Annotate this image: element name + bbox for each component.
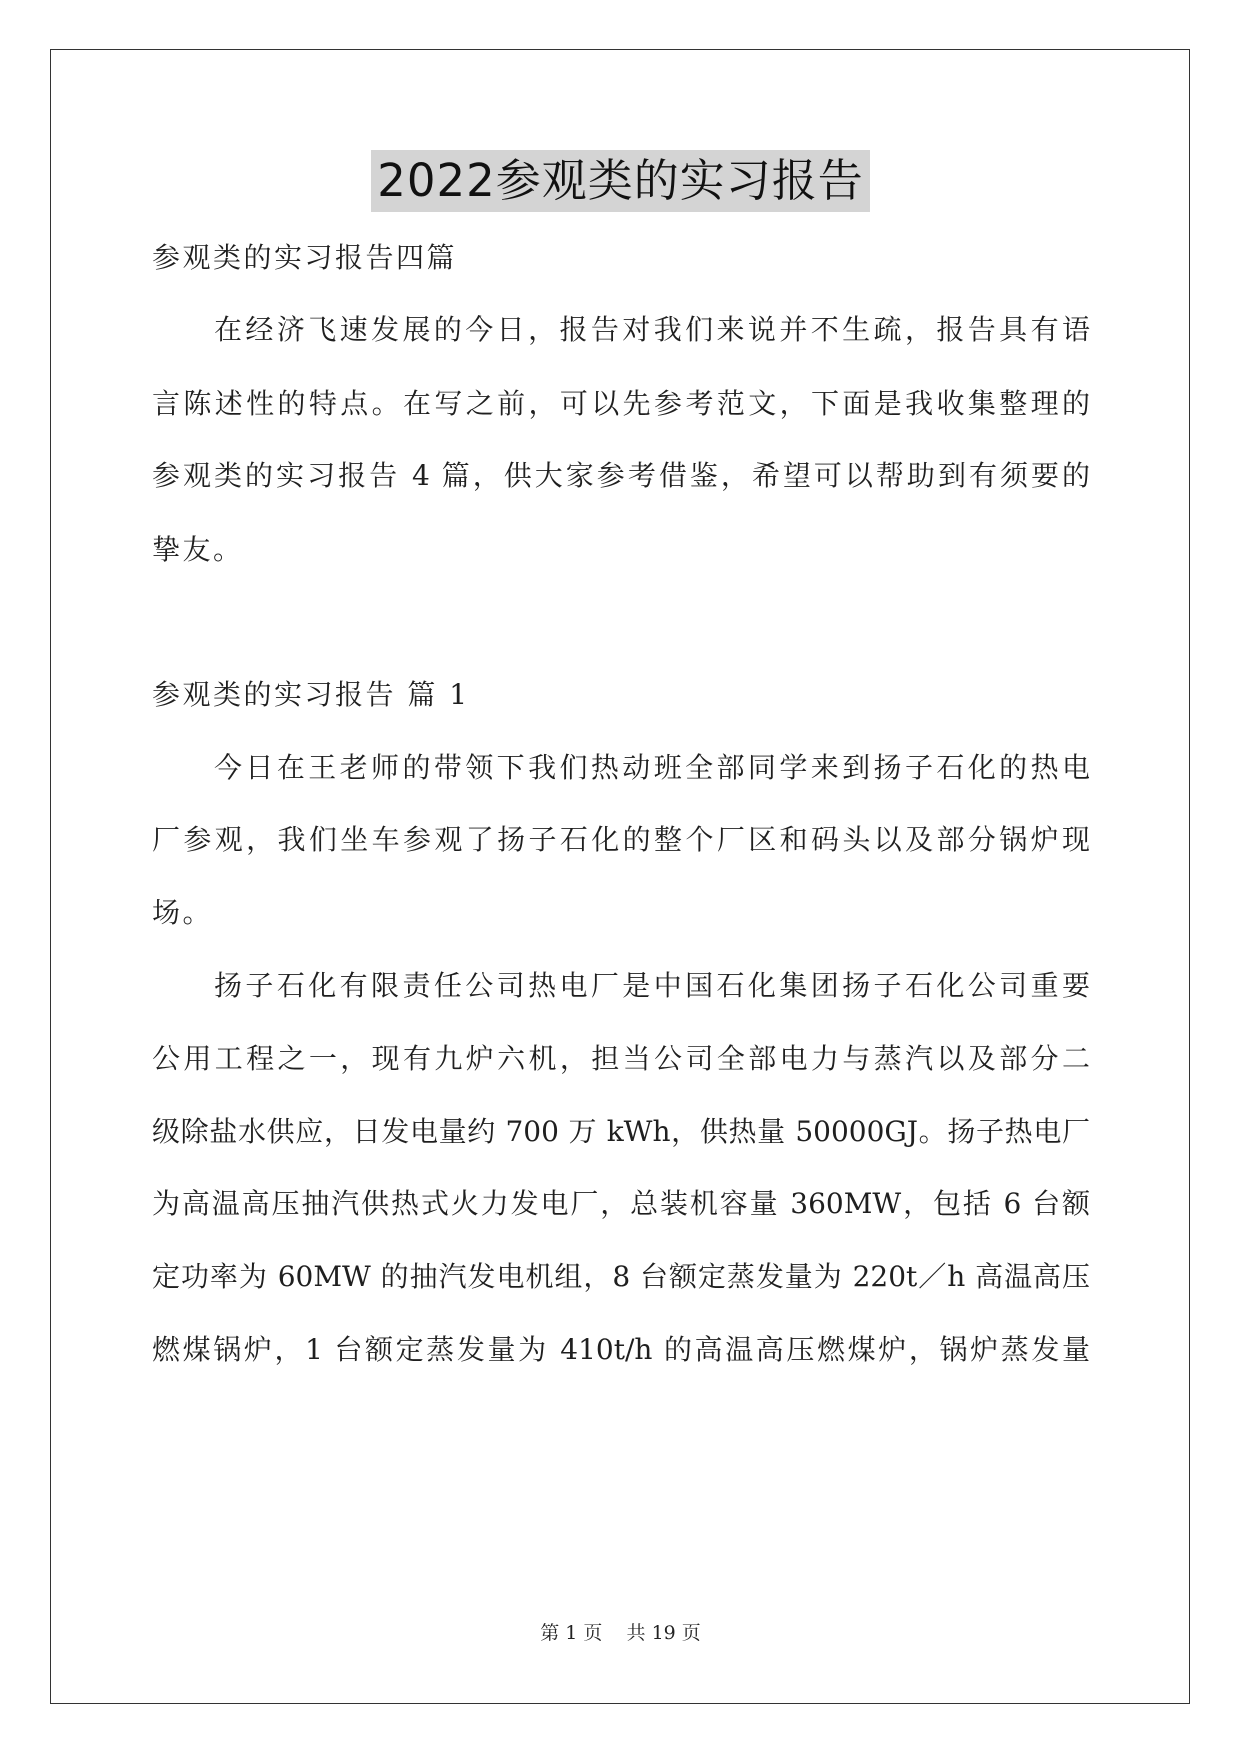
section1-para2-line-4: 为高温高压抽汽供热式火力发电厂，总装机容量 360MW，包括 6 台额 [152,1187,1090,1220]
page-total: 共 19 页 [626,1622,701,1644]
intro-line-3: 参观类的实习报告 4 篇，供大家参考借鉴，希望可以帮助到有须要的 [152,459,1090,492]
section1-para2-line-2: 公用工程之一，现有九炉六机，担当公司全部电力与蒸汽以及部分二 [152,1042,1090,1075]
page-footer [0,1620,1241,1646]
section1-para1-line-1: 今日在王老师的带领下我们热动班全部同学来到扬子石化的热电 [214,751,1090,784]
section1-para1-line-2: 厂参观，我们坐车参观了扬子石化的整个厂区和码头以及部分锅炉现 [152,823,1090,856]
section1-para1-line-3: 场。 [152,896,214,929]
title-container [0,150,1241,212]
section1-para2-line-5: 定功率为 60MW 的抽汽发电机组，8 台额定蒸发量为 220t／h 高温高压 [152,1260,1090,1293]
section1-para2-line-6: 燃煤锅炉，1 台额定蒸发量为 410t/h 的高温高压燃煤炉，锅炉蒸发量 [152,1333,1090,1366]
subtitle-line: 参观类的实习报告四篇 [152,241,458,274]
intro-line-4: 挚友。 [152,533,244,566]
section1-para2-line-1: 扬子石化有限责任公司热电厂是中国石化集团扬子石化公司重要 [214,969,1090,1002]
intro-line-1: 在经济飞速发展的今日，报告对我们来说并不生疏，报告具有语 [214,313,1090,346]
intro-line-2: 言陈述性的特点。在写之前，可以先参考范文，下面是我收集整理的 [152,387,1090,420]
document-title: 2022参观类的实习报告 [371,150,870,212]
section-heading-1: 参观类的实习报告 篇 1 [152,678,470,711]
page-border [50,49,1190,1704]
section1-para2-line-3: 级除盐水供应，日发电量约 700 万 kWh，供热量 50000GJ。扬子热电厂 [152,1115,1090,1148]
page-number: 第 1 页 [540,1622,603,1644]
